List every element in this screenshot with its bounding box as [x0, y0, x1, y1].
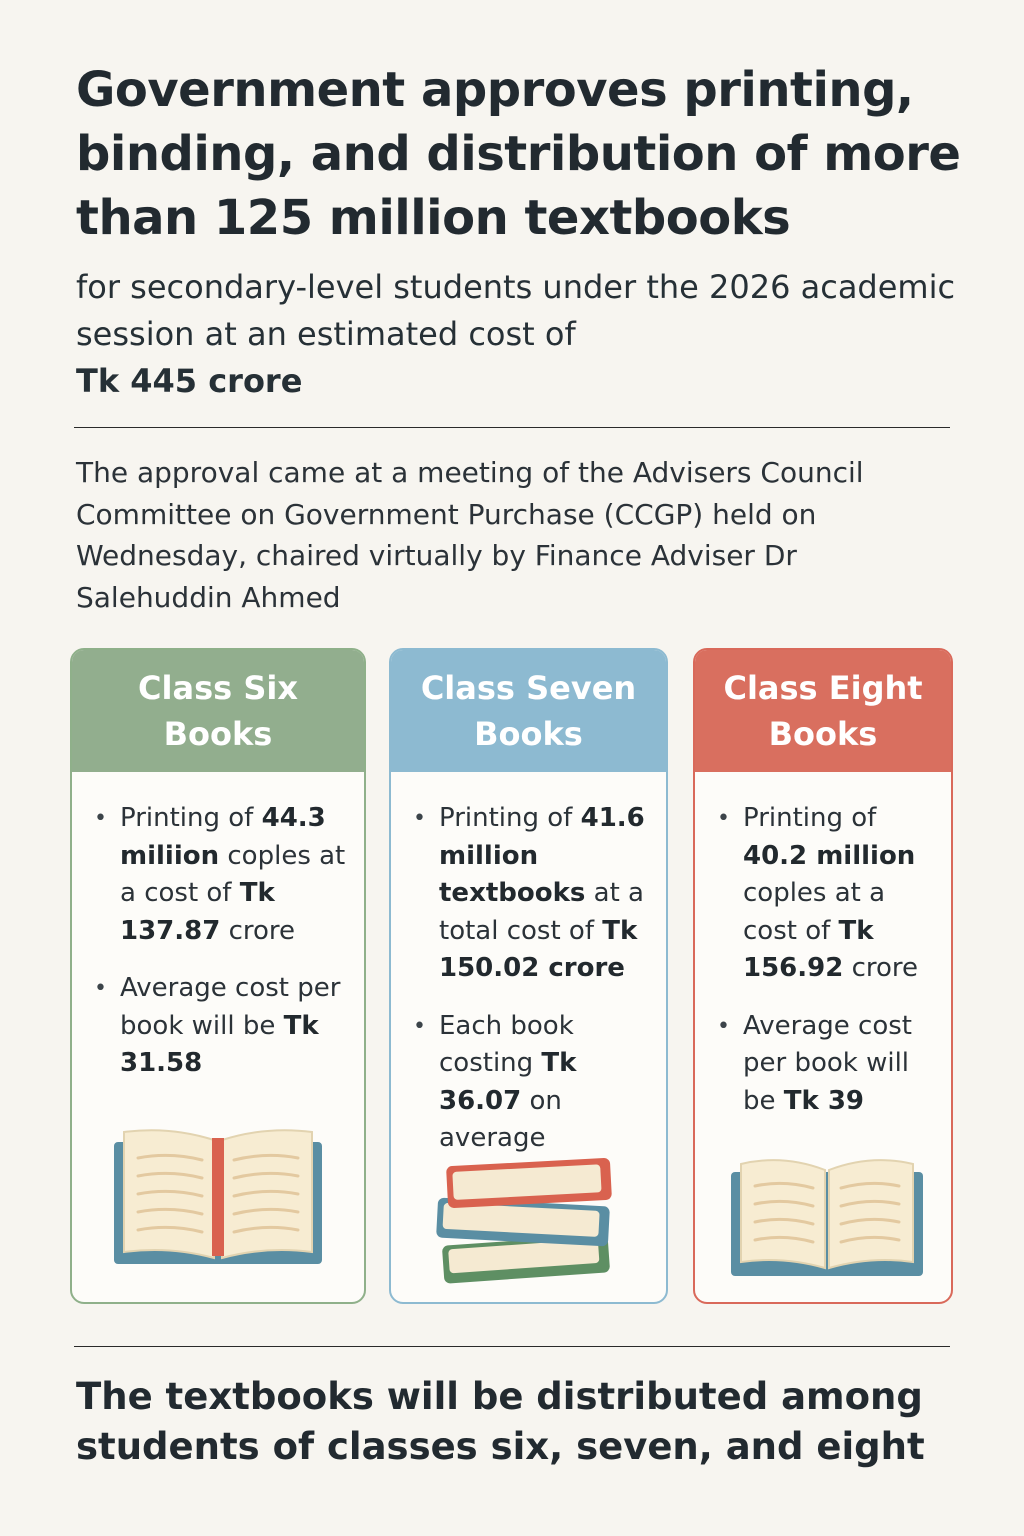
bullet-text: coples at a cost of: [120, 840, 346, 908]
copies-value: 44.3 miliion: [120, 803, 326, 871]
bullet-text: coples at a cost of: [743, 878, 886, 946]
bullet-text: at a total cost of: [439, 878, 644, 946]
card-title: Class Eight Books: [695, 650, 951, 772]
open-book-icon: [729, 1156, 925, 1282]
bullet-text: Each book costing: [439, 1010, 574, 1078]
bullet-text: Printing of: [120, 803, 262, 833]
book-stack-icon: [435, 1144, 621, 1292]
bullet-text: Average cost per book will be: [743, 1010, 912, 1116]
subheadline: [76, 264, 956, 405]
intro-paragraph: The approval came at a meeting of the Advisers Council Committee on Government Purchase (CCGP) held on Wednesday, chaired virtually by Finance Adviser Dr Salehuddin Ahmed: [76, 456, 864, 614]
card-title: Class Seven Books: [391, 650, 666, 772]
card-class-six: [70, 648, 366, 1304]
card-title: Class Six Books: [72, 650, 364, 772]
bullet-average: [695, 1008, 951, 1121]
cost-value: Tk 150.02 crore: [439, 915, 638, 983]
bullet-text: crore: [843, 953, 919, 983]
headline: Government approves printing, binding, and distribution of more than 125 million textbooks: [76, 62, 961, 246]
card-class-eight: [693, 648, 953, 1304]
cost-value: Tk 137.87: [120, 878, 275, 946]
average-value: Tk 39: [783, 1085, 865, 1116]
average-value: Tk 36.07: [439, 1048, 577, 1116]
bullet-text: Printing of: [743, 803, 877, 833]
card-class-seven: [389, 648, 668, 1304]
bullet-printing: [391, 800, 666, 988]
bullet-average: [391, 1008, 666, 1158]
bullet-text: Average cost per book will be: [120, 973, 341, 1041]
card-bullets: [695, 800, 951, 1140]
bullet-text: Printing of: [439, 803, 581, 833]
card-bullets: [391, 800, 666, 1178]
divider-top: [74, 427, 950, 428]
average-value: Tk 31.58: [120, 1010, 319, 1078]
card-bullets: [72, 800, 364, 1103]
subheadline-text: for secondary-level students under the 2026 academic session at an estimated cost of: [76, 268, 956, 353]
bullet-text: on average: [439, 1085, 562, 1153]
bullet-printing: [695, 800, 951, 988]
bullet-average: [72, 970, 364, 1083]
divider-bottom: [74, 1346, 950, 1347]
bullet-text: crore: [220, 915, 296, 946]
cost-value: Tk 156.92: [743, 915, 874, 983]
copies-value: 41.6 million textbooks: [439, 803, 645, 908]
bullet-printing: [72, 800, 364, 950]
open-book-icon: [110, 1128, 326, 1274]
footer-statement: The textbooks will be distributed among students of classes six, seven, and eight: [76, 1375, 925, 1468]
subheadline-cost: Tk 445 crore: [76, 362, 303, 400]
copies-value: 40.2 million: [743, 840, 916, 871]
